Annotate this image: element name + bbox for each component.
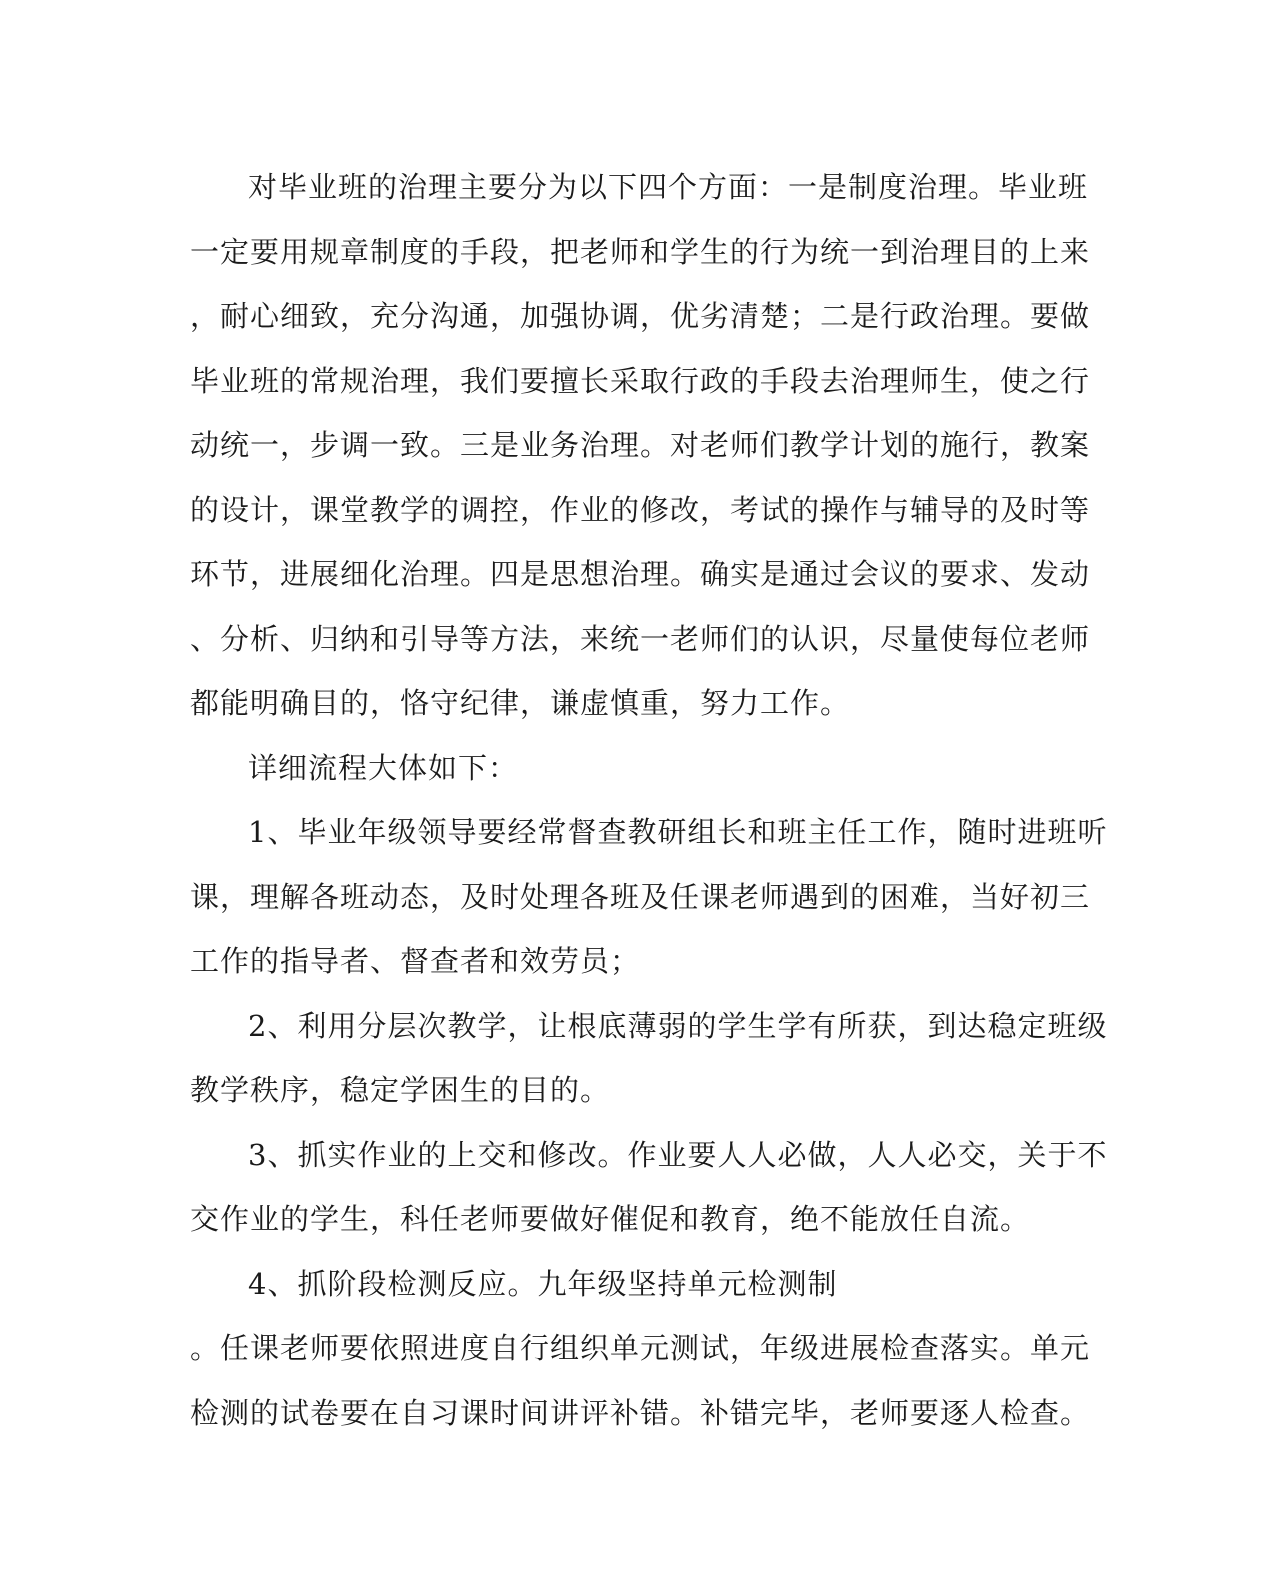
list-item-line: 4、抓阶段检测反应。九年级坚持单元检测制 [248, 1266, 838, 1301]
list-item-line: 3、抓实作业的上交和修改。作业要人人必做，人人必交，关于不 [248, 1137, 1108, 1172]
list-item-line: 2、利用分层次教学，让根底薄弱的学生学有所获，到达稳定班级 [248, 1008, 1108, 1043]
paragraph-line: 环节，进展细化治理。四是思想治理。确实是通过会议的要求、发动 [190, 557, 1091, 591]
document-body [190, 155, 1108, 1445]
list-item-line: 工作的指导者、督查者和效劳员； [190, 944, 641, 978]
paragraph-line: 一定要用规章制度的手段，把老师和学生的行为统一到治理目的上来 [190, 234, 1091, 269]
list-item-line: 教学秩序，稳定学困生的目的。 [190, 1073, 611, 1107]
list-item-line: 检测的试卷要在自习课时间讲评补错。补错完毕，老师要逐人检查。 [190, 1395, 1091, 1430]
paragraph-line: 毕业班的常规治理，我们要擅长采取行政的手段去治理师生，使之行 [190, 363, 1091, 398]
paragraph-line: 、分析、归纳和引导等方法，来统一老师们的认识，尽量使每位老师 [190, 621, 1091, 656]
list-item-line: 交作业的学生，科任老师要做好催促和教育，绝不能放任自流。 [190, 1202, 1031, 1236]
list-item-line: 课，理解各班动态，及时处理各班及任课老师遇到的困难，当好初三 [190, 879, 1091, 914]
section-intro-line: 详细流程大体如下： [248, 750, 519, 785]
list-item-line: 。任课老师要依照进度自行组织单元测试，年级进展检查落实。单元 [190, 1331, 1091, 1365]
paragraph-line: 动统一，步调一致。三是业务治理。对老师们教学计划的施行，教案 [190, 428, 1091, 462]
paragraph-line: 对毕业班的治理主要分为以下四个方面：一是制度治理。毕业班 [248, 170, 1089, 204]
list-item-line: 1、毕业年级领导要经常督查教研组长和班主任工作，随时进班听 [248, 815, 1108, 849]
paragraph-line: ，耐心细致，充分沟通，加强协调，优劣清楚；二是行政治理。要做 [190, 299, 1091, 333]
paragraph-line: 都能明确目的，恪守纪律，谦虚慎重，努力工作。 [190, 686, 851, 720]
paragraph-line: 的设计，课堂教学的调控，作业的修改，考试的操作与辅导的及时等 [190, 492, 1091, 527]
